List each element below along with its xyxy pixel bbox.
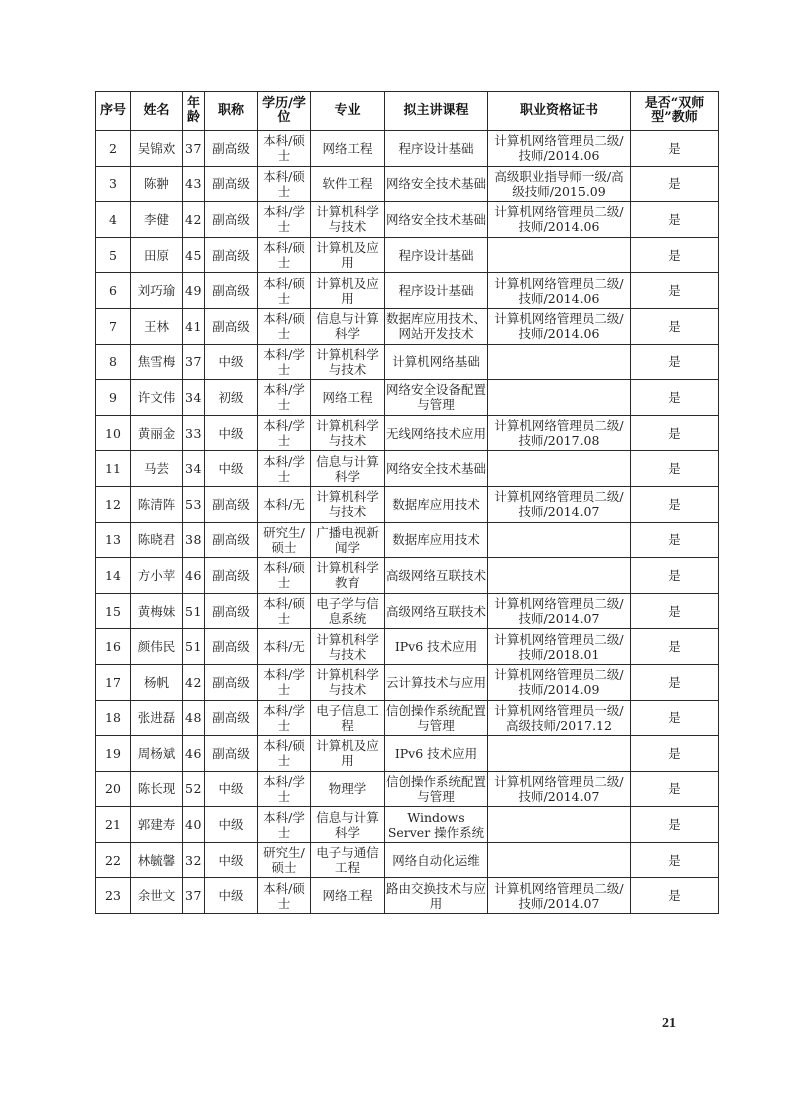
cell-dual-teacher: 是 bbox=[631, 736, 719, 772]
cell-name: 杨帆 bbox=[131, 664, 183, 700]
table-row bbox=[96, 202, 719, 238]
cell-cert: 计算机网络管理员二级/技师/2014.07 bbox=[488, 878, 631, 914]
cell-cert: 计算机网络管理员二级/技师/2014.07 bbox=[488, 771, 631, 807]
cell-major: 计算机及应用 bbox=[311, 736, 385, 772]
cell-title: 副高级 bbox=[205, 166, 258, 202]
cell-cert: 计算机网络管理员二级/技师/2014.06 bbox=[488, 273, 631, 309]
cell-age: 53 bbox=[183, 486, 205, 522]
cell-name: 周杨斌 bbox=[131, 736, 183, 772]
cell-degree: 本科/硕士 bbox=[258, 166, 311, 202]
cell-no: 23 bbox=[96, 878, 131, 914]
cell-course: 云计算技术与应用 bbox=[385, 664, 488, 700]
cell-title: 副高级 bbox=[205, 273, 258, 309]
table-row bbox=[96, 131, 719, 167]
table-row bbox=[96, 380, 719, 416]
cell-title: 副高级 bbox=[205, 736, 258, 772]
cell-dual-teacher: 是 bbox=[631, 237, 719, 273]
cell-title: 副高级 bbox=[205, 700, 258, 736]
cell-major: 计算机科学与技术 bbox=[311, 344, 385, 380]
cell-cert: 计算机网络管理员一级/高级技师/2017.12 bbox=[488, 700, 631, 736]
table-row bbox=[96, 878, 719, 914]
cell-course: IPv6 技术应用 bbox=[385, 736, 488, 772]
cell-cert bbox=[488, 380, 631, 416]
cell-title: 副高级 bbox=[205, 593, 258, 629]
cell-major: 网络工程 bbox=[311, 878, 385, 914]
cell-degree: 本科/硕士 bbox=[258, 237, 311, 273]
cell-title: 中级 bbox=[205, 878, 258, 914]
cell-degree: 本科/学士 bbox=[258, 807, 311, 843]
cell-no: 21 bbox=[96, 807, 131, 843]
cell-cert: 高级职业指导师一级/高级技师/2015.09 bbox=[488, 166, 631, 202]
header-age: 年龄 bbox=[183, 92, 205, 131]
table-row bbox=[96, 771, 719, 807]
page-number: 21 bbox=[662, 1016, 676, 1031]
cell-title: 副高级 bbox=[205, 202, 258, 238]
cell-name: 李健 bbox=[131, 202, 183, 238]
cell-name: 陈长现 bbox=[131, 771, 183, 807]
cell-course: 数据库应用技术、网站开发技术 bbox=[385, 308, 488, 344]
cell-course: 数据库应用技术 bbox=[385, 486, 488, 522]
cell-dual-teacher: 是 bbox=[631, 308, 719, 344]
cell-cert bbox=[488, 842, 631, 878]
cell-no: 7 bbox=[96, 308, 131, 344]
table-row bbox=[96, 415, 719, 451]
cell-name: 张进磊 bbox=[131, 700, 183, 736]
cell-degree: 本科/硕士 bbox=[258, 878, 311, 914]
cell-name: 马芸 bbox=[131, 451, 183, 487]
cell-no: 20 bbox=[96, 771, 131, 807]
cell-no: 6 bbox=[96, 273, 131, 309]
cell-title: 中级 bbox=[205, 842, 258, 878]
cell-title: 副高级 bbox=[205, 558, 258, 594]
header-dual: 是否“双师型”教师 bbox=[631, 92, 719, 131]
cell-cert: 计算机网络管理员二级/技师/2014.07 bbox=[488, 593, 631, 629]
table-row bbox=[96, 593, 719, 629]
cell-course: 信创操作系统配置与管理 bbox=[385, 700, 488, 736]
cell-course: 高级网络互联技术 bbox=[385, 593, 488, 629]
cell-degree: 研究生/硕士 bbox=[258, 522, 311, 558]
cell-major: 计算机科学与技术 bbox=[311, 486, 385, 522]
cell-degree: 本科/学士 bbox=[258, 664, 311, 700]
cell-major: 计算机科学与技术 bbox=[311, 202, 385, 238]
cell-name: 方小苹 bbox=[131, 558, 183, 594]
cell-cert bbox=[488, 558, 631, 594]
cell-degree: 本科/无 bbox=[258, 486, 311, 522]
cell-age: 37 bbox=[183, 344, 205, 380]
cell-course: 程序设计基础 bbox=[385, 131, 488, 167]
cell-course: 数据库应用技术 bbox=[385, 522, 488, 558]
table-row bbox=[96, 344, 719, 380]
cell-cert bbox=[488, 237, 631, 273]
table-row bbox=[96, 629, 719, 665]
cell-dual-teacher: 是 bbox=[631, 878, 719, 914]
cell-degree: 本科/硕士 bbox=[258, 131, 311, 167]
cell-degree: 本科/学士 bbox=[258, 771, 311, 807]
cell-name: 焦雪梅 bbox=[131, 344, 183, 380]
cell-name: 林毓馨 bbox=[131, 842, 183, 878]
cell-title: 副高级 bbox=[205, 664, 258, 700]
header-major: 专业 bbox=[311, 92, 385, 131]
cell-title: 副高级 bbox=[205, 308, 258, 344]
cell-dual-teacher: 是 bbox=[631, 131, 719, 167]
cell-degree: 研究生/硕士 bbox=[258, 842, 311, 878]
cell-degree: 本科/硕士 bbox=[258, 736, 311, 772]
table-row bbox=[96, 522, 719, 558]
cell-course: 网络安全技术基础 bbox=[385, 166, 488, 202]
cell-major: 计算机科学与技术 bbox=[311, 629, 385, 665]
cell-no: 9 bbox=[96, 380, 131, 416]
cell-course: 网络安全设备配置与管理 bbox=[385, 380, 488, 416]
cell-no: 2 bbox=[96, 131, 131, 167]
cell-no: 13 bbox=[96, 522, 131, 558]
table-row bbox=[96, 558, 719, 594]
cell-course: 信创操作系统配置与管理 bbox=[385, 771, 488, 807]
cell-major: 计算机科学教育 bbox=[311, 558, 385, 594]
cell-no: 19 bbox=[96, 736, 131, 772]
cell-no: 17 bbox=[96, 664, 131, 700]
cell-major: 计算机科学与技术 bbox=[311, 415, 385, 451]
cell-major: 网络工程 bbox=[311, 131, 385, 167]
cell-age: 41 bbox=[183, 308, 205, 344]
cell-age: 52 bbox=[183, 771, 205, 807]
cell-no: 12 bbox=[96, 486, 131, 522]
cell-no: 11 bbox=[96, 451, 131, 487]
cell-age: 43 bbox=[183, 166, 205, 202]
cell-dual-teacher: 是 bbox=[631, 842, 719, 878]
header-name: 姓名 bbox=[131, 92, 183, 131]
cell-course: Windows Server 操作系统 bbox=[385, 807, 488, 843]
cell-no: 14 bbox=[96, 558, 131, 594]
table-body bbox=[96, 131, 719, 914]
table-row bbox=[96, 237, 719, 273]
cell-major: 软件工程 bbox=[311, 166, 385, 202]
cell-major: 电子信息工程 bbox=[311, 700, 385, 736]
cell-dual-teacher: 是 bbox=[631, 202, 719, 238]
cell-course: 网络安全技术基础 bbox=[385, 202, 488, 238]
cell-major: 计算机科学与技术 bbox=[311, 664, 385, 700]
cell-course: 程序设计基础 bbox=[385, 237, 488, 273]
cell-degree: 本科/硕士 bbox=[258, 273, 311, 309]
cell-degree: 本科/硕士 bbox=[258, 593, 311, 629]
cell-age: 37 bbox=[183, 878, 205, 914]
cell-cert bbox=[488, 736, 631, 772]
cell-degree: 本科/学士 bbox=[258, 202, 311, 238]
cell-age: 45 bbox=[183, 237, 205, 273]
cell-name: 许文伟 bbox=[131, 380, 183, 416]
table-row bbox=[96, 736, 719, 772]
cell-degree: 本科/学士 bbox=[258, 344, 311, 380]
table-row bbox=[96, 308, 719, 344]
cell-cert: 计算机网络管理员二级/技师/2014.06 bbox=[488, 131, 631, 167]
cell-title: 副高级 bbox=[205, 522, 258, 558]
table-row bbox=[96, 273, 719, 309]
cell-dual-teacher: 是 bbox=[631, 593, 719, 629]
cell-dual-teacher: 是 bbox=[631, 486, 719, 522]
cell-age: 49 bbox=[183, 273, 205, 309]
cell-no: 16 bbox=[96, 629, 131, 665]
cell-title: 中级 bbox=[205, 344, 258, 380]
cell-degree: 本科/学士 bbox=[258, 415, 311, 451]
cell-no: 3 bbox=[96, 166, 131, 202]
header-cert: 职业资格证书 bbox=[488, 92, 631, 131]
cell-major: 计算机及应用 bbox=[311, 273, 385, 309]
cell-age: 48 bbox=[183, 700, 205, 736]
cell-cert: 计算机网络管理员二级/技师/2014.09 bbox=[488, 664, 631, 700]
cell-name: 吴锦欢 bbox=[131, 131, 183, 167]
cell-major: 广播电视新闻学 bbox=[311, 522, 385, 558]
cell-name: 颜伟民 bbox=[131, 629, 183, 665]
cell-major: 物理学 bbox=[311, 771, 385, 807]
cell-degree: 本科/学士 bbox=[258, 451, 311, 487]
cell-cert: 计算机网络管理员二级/技师/2014.07 bbox=[488, 486, 631, 522]
cell-title: 中级 bbox=[205, 771, 258, 807]
cell-dual-teacher: 是 bbox=[631, 522, 719, 558]
cell-age: 33 bbox=[183, 415, 205, 451]
cell-cert: 计算机网络管理员二级/技师/2017.08 bbox=[488, 415, 631, 451]
cell-name: 王林 bbox=[131, 308, 183, 344]
table-row bbox=[96, 842, 719, 878]
cell-major: 信息与计算科学 bbox=[311, 807, 385, 843]
cell-major: 电子学与信息系统 bbox=[311, 593, 385, 629]
header-title: 职称 bbox=[205, 92, 258, 131]
cell-name: 陈清阵 bbox=[131, 486, 183, 522]
header-course: 拟主讲课程 bbox=[385, 92, 488, 131]
cell-major: 信息与计算科学 bbox=[311, 451, 385, 487]
table-row bbox=[96, 451, 719, 487]
cell-course: 网络自动化运维 bbox=[385, 842, 488, 878]
header-no: 序号 bbox=[96, 92, 131, 131]
cell-degree: 本科/学士 bbox=[258, 700, 311, 736]
cell-name: 陈翀 bbox=[131, 166, 183, 202]
cell-age: 32 bbox=[183, 842, 205, 878]
cell-name: 陈晓君 bbox=[131, 522, 183, 558]
table-row bbox=[96, 664, 719, 700]
cell-dual-teacher: 是 bbox=[631, 664, 719, 700]
cell-degree: 本科/学士 bbox=[258, 380, 311, 416]
cell-age: 38 bbox=[183, 522, 205, 558]
cell-course: 高级网络互联技术 bbox=[385, 558, 488, 594]
cell-dual-teacher: 是 bbox=[631, 771, 719, 807]
cell-age: 46 bbox=[183, 736, 205, 772]
cell-age: 51 bbox=[183, 593, 205, 629]
staff-table bbox=[95, 91, 719, 914]
table-row bbox=[96, 807, 719, 843]
cell-title: 中级 bbox=[205, 807, 258, 843]
cell-dual-teacher: 是 bbox=[631, 273, 719, 309]
cell-degree: 本科/硕士 bbox=[258, 558, 311, 594]
cell-title: 初级 bbox=[205, 380, 258, 416]
cell-age: 42 bbox=[183, 664, 205, 700]
cell-course: 网络安全技术基础 bbox=[385, 451, 488, 487]
cell-cert bbox=[488, 451, 631, 487]
cell-dual-teacher: 是 bbox=[631, 807, 719, 843]
table-row bbox=[96, 700, 719, 736]
cell-course: 无线网络技术应用 bbox=[385, 415, 488, 451]
cell-age: 37 bbox=[183, 131, 205, 167]
cell-cert bbox=[488, 522, 631, 558]
cell-no: 15 bbox=[96, 593, 131, 629]
cell-dual-teacher: 是 bbox=[631, 451, 719, 487]
cell-name: 郭建寿 bbox=[131, 807, 183, 843]
cell-cert bbox=[488, 344, 631, 380]
cell-degree: 本科/无 bbox=[258, 629, 311, 665]
cell-course: 计算机网络基础 bbox=[385, 344, 488, 380]
cell-name: 刘巧瑜 bbox=[131, 273, 183, 309]
header-degree: 学历/学位 bbox=[258, 92, 311, 131]
cell-dual-teacher: 是 bbox=[631, 166, 719, 202]
cell-cert: 计算机网络管理员二级/技师/2014.06 bbox=[488, 308, 631, 344]
cell-major: 网络工程 bbox=[311, 380, 385, 416]
cell-cert: 计算机网络管理员二级/技师/2014.06 bbox=[488, 202, 631, 238]
cell-name: 田原 bbox=[131, 237, 183, 273]
cell-age: 34 bbox=[183, 380, 205, 416]
cell-age: 42 bbox=[183, 202, 205, 238]
cell-title: 副高级 bbox=[205, 629, 258, 665]
cell-cert: 计算机网络管理员二级/技师/2018.01 bbox=[488, 629, 631, 665]
cell-cert bbox=[488, 807, 631, 843]
cell-no: 8 bbox=[96, 344, 131, 380]
cell-title: 副高级 bbox=[205, 237, 258, 273]
cell-course: IPv6 技术应用 bbox=[385, 629, 488, 665]
cell-name: 黄丽金 bbox=[131, 415, 183, 451]
cell-dual-teacher: 是 bbox=[631, 415, 719, 451]
cell-age: 51 bbox=[183, 629, 205, 665]
cell-major: 信息与计算科学 bbox=[311, 308, 385, 344]
cell-major: 计算机及应用 bbox=[311, 237, 385, 273]
cell-name: 余世文 bbox=[131, 878, 183, 914]
cell-major: 电子与通信工程 bbox=[311, 842, 385, 878]
cell-course: 路由交换技术与应用 bbox=[385, 878, 488, 914]
cell-title: 副高级 bbox=[205, 486, 258, 522]
cell-title: 中级 bbox=[205, 451, 258, 487]
cell-no: 10 bbox=[96, 415, 131, 451]
cell-no: 5 bbox=[96, 237, 131, 273]
cell-dual-teacher: 是 bbox=[631, 629, 719, 665]
table-row bbox=[96, 166, 719, 202]
cell-no: 22 bbox=[96, 842, 131, 878]
cell-dual-teacher: 是 bbox=[631, 380, 719, 416]
cell-course: 程序设计基础 bbox=[385, 273, 488, 309]
cell-degree: 本科/硕士 bbox=[258, 308, 311, 344]
cell-name: 黄梅妹 bbox=[131, 593, 183, 629]
cell-dual-teacher: 是 bbox=[631, 700, 719, 736]
cell-no: 4 bbox=[96, 202, 131, 238]
cell-dual-teacher: 是 bbox=[631, 344, 719, 380]
table-row bbox=[96, 486, 719, 522]
cell-title: 副高级 bbox=[205, 131, 258, 167]
cell-age: 40 bbox=[183, 807, 205, 843]
cell-dual-teacher: 是 bbox=[631, 558, 719, 594]
cell-no: 18 bbox=[96, 700, 131, 736]
table-header-row bbox=[96, 92, 719, 131]
cell-title: 中级 bbox=[205, 415, 258, 451]
cell-age: 34 bbox=[183, 451, 205, 487]
cell-age: 46 bbox=[183, 558, 205, 594]
